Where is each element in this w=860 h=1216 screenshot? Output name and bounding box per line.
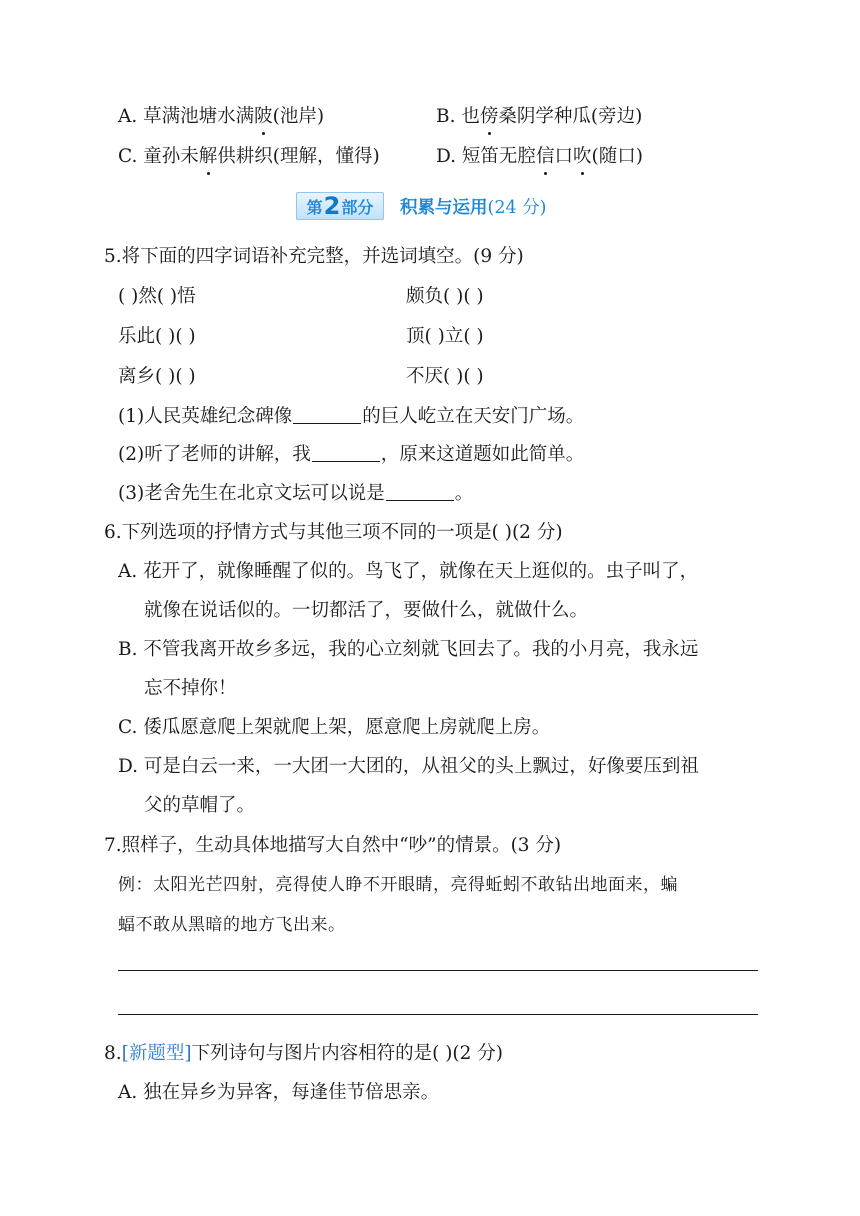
q5-word-2: 颇负( )( )	[406, 286, 484, 307]
q8-option-a: A. 独在异乡为异客，每逢佳节倍思亲。	[118, 1082, 440, 1103]
q5-word-6: 不厌( )( )	[406, 366, 484, 387]
part-badge: 第 2 部分	[296, 192, 384, 220]
q6-option-b-line2: 忘不掉你！	[144, 678, 237, 699]
q5-sentence-3: (3)老舍先生在北京文坛可以说是 。	[118, 483, 474, 504]
q5-sentence-2: (2)听了老师的讲解，我 ，原来这道题如此简单。	[118, 444, 585, 465]
q4-option-b: B. 也傍桑阴学种瓜(旁边)	[436, 104, 642, 130]
answer-blank[interactable]	[386, 482, 454, 501]
q7-stem: 7.照样子，生动具体地描写大自然中“吵”的情景。(3 分)	[104, 835, 562, 856]
q5-sentence-1: (1)人民英雄纪念碑像 的巨人屹立在天安门广场。	[118, 406, 585, 427]
q6-option-d-line1: D. 可是白云一来，一大团一大团的，从祖父的头上飘过，好像要压到祖	[118, 756, 699, 777]
q5-word-5: 离乡( )( )	[118, 366, 196, 387]
answer-line[interactable]	[118, 970, 758, 971]
new-question-type-tag: [新题型]	[121, 1043, 192, 1064]
answer-line[interactable]	[118, 1014, 758, 1015]
q5-word-3: 乐此( )( )	[118, 326, 196, 347]
q4-option-a: A. 草满池塘水满陂(池岸)	[118, 104, 324, 130]
q5-word-4: 顶( )立( )	[406, 326, 484, 347]
part-title: 积累与运用	[400, 197, 488, 218]
part-score: (24 分)	[487, 197, 547, 218]
answer-blank[interactable]	[293, 405, 361, 424]
q6-option-c: C. 倭瓜愿意爬上架就爬上架，愿意爬上房就爬上房。	[118, 717, 551, 738]
q5-stem: 5.将下面的四字词语补充完整，并选词填空。(9 分)	[104, 246, 524, 267]
q4-option-d: D. 短笛无腔信口吹(随口)	[436, 144, 643, 170]
q6-option-d-line2: 父的草帽了。	[144, 795, 256, 816]
q8-stem: 8.[新题型]下列诗句与图片内容相符的是( )(2 分)	[104, 1043, 503, 1064]
q6-option-a-line2: 就像在说话似的。一切都活了，要做什么，就做什么。	[144, 600, 589, 621]
q4-option-c: C. 童孙未解供耕织(理解，懂得)	[118, 144, 380, 170]
q5-word-1: ( )然( )悟	[118, 286, 196, 307]
q6-option-b-line1: B. 不管我离开故乡多远，我的心立刻就飞回去了。我的小月亮，我永远	[118, 639, 699, 660]
answer-blank[interactable]	[312, 443, 380, 462]
q7-example-line2: 蝠不敢从黑暗的地方飞出来。	[118, 915, 346, 935]
q7-example-line1: 例：太阳光芒四射，亮得使人睁不开眼睛，亮得蚯蚓不敢钻出地面来，蝙	[118, 875, 678, 895]
part2-banner	[296, 192, 547, 220]
q6-stem: 6.下列选项的抒情方式与其他三项不同的一项是( )(2 分)	[104, 522, 563, 543]
q6-option-a-line1: A. 花开了，就像睡醒了似的。鸟飞了，就像在天上逛似的。虫子叫了，	[118, 561, 699, 582]
